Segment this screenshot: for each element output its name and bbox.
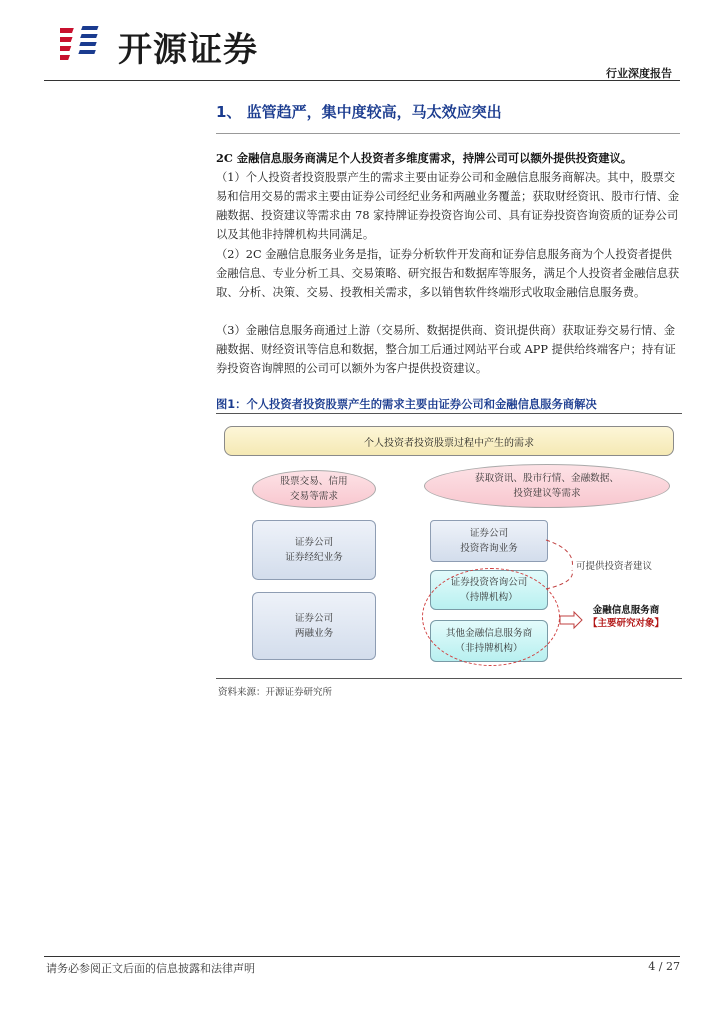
figure-source: 资料来源：开源证券研究所 xyxy=(218,687,333,698)
section-title: 1、 监管趋严，集中度较高，马太效应突出 xyxy=(216,103,502,121)
financial-info-label xyxy=(588,604,664,630)
brand-logo-icon xyxy=(60,22,112,62)
page-number: 4 / 27 xyxy=(648,960,680,973)
advice-connector xyxy=(546,540,572,568)
header-divider xyxy=(44,80,680,81)
financial-info-subtitle: 【主要研究对象】 xyxy=(588,618,665,629)
paragraph-3: （3）金融信息服务商通过上游（交易所、数据提供商、资讯提供商）获取证券交易行情、金融数据、财经资讯等信息和数据，整合加工后通过网站平台或 APP 提供给终端客户；持有证券投资咨询牌照的公司可以额外为客户提供投资建议。 xyxy=(216,324,676,375)
advisory-label: 证券公司 投资咨询业务 xyxy=(460,528,518,554)
advice-connector-2 xyxy=(546,570,572,589)
diagram-top-bar: 个人投资者投资股票过程中产生的需求 xyxy=(224,426,674,456)
footer-divider xyxy=(44,956,680,957)
section-divider xyxy=(216,133,680,134)
paragraph-2: （2）2C 金融信息服务业务是指，证券分析软件开发商和证券信息服务商为个人投资者提供金融信息、专业分析工具、交易策略、研究报告和数据库等服务，满足个人投资者金融信息获取、分析、决策、交易、投教相关需求，多以销售软件终端形式收取金融信息服务费。 xyxy=(216,248,680,299)
advice-note: 可提供投资者建议 xyxy=(576,561,653,572)
licensed-label: 证券投资咨询公司 （持牌机构） xyxy=(450,577,528,603)
figure-title: 图1：个人投资者投资股票产生的需求主要由证券公司和金融信息服务商解决 xyxy=(216,398,597,411)
paragraph-1: （1）个人投资者投资股票产生的需求主要由证券公司和金融信息服务商解决。其中，股票交易和信用交易的需求主要由证券公司经纪业务和两融业务覆盖；获取财经资讯、股市行情、金融数据、投资建议等需求由 78 家持牌证券投资咨询公司、具有证券投资咨询资质的证券公司以及其他非持牌机构共同满足。 xyxy=(216,171,680,241)
report-type-label: 行业深度报告 xyxy=(606,67,672,80)
diagram-connectors xyxy=(216,418,682,676)
demand-diagram xyxy=(216,418,682,676)
figure-bottom-rule xyxy=(216,678,682,679)
financial-info-title: 金融信息服务商 xyxy=(592,605,660,616)
need-info-label: 获取资讯、股市行情、金融数据、 投资建议等需求 xyxy=(475,473,619,499)
lead-paragraph: 2C 金融信息服务商满足个人投资者多维度需求，持牌公司可以额外提供投资建议。 xyxy=(216,151,633,165)
right-arrow-icon xyxy=(560,612,582,628)
figure-top-rule xyxy=(216,413,682,414)
need-trading-label: 股票交易、信用 交易等需求 xyxy=(280,476,348,502)
brand-name: 开源证券 xyxy=(118,30,258,70)
margin-label: 证券公司 两融业务 xyxy=(294,613,334,639)
unlicensed-label: 其他金融信息服务商 （非持牌机构） xyxy=(445,628,533,654)
brokerage-label: 证券公司 证券经纪业务 xyxy=(285,537,343,563)
footer-disclaimer: 请务必参阅正文后面的信息披露和法律声明 xyxy=(46,962,255,975)
